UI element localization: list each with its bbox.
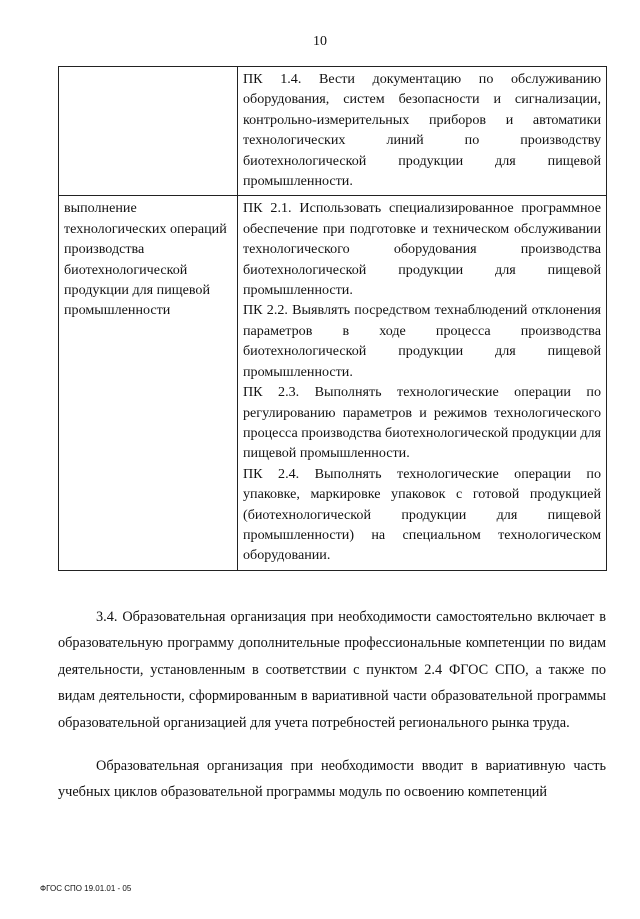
competence-item: ПК 2.2. Выявлять посредством технаблюдений отклонения параметров в ходе процесса производства биотехнологической продукции для пищевой промышленности. — [243, 302, 601, 380]
competences-table — [58, 66, 607, 571]
competence-item: ПК 2.3. Выполнять технологические операции по регулированию параметров и режимов технологического процесса производства биотехнологической продукции для пищевой промышленности. — [243, 384, 602, 462]
paragraph: 3.4. Образовательная организация при необходимости самостоятельно включает в образовательную программу дополнительные профессиональные компетенции по видам деятельности, установленным в соответствии с пунктом 2.4 ФГОС СПО, а также по видам деятельности, сформированным в вариативной части образовательной программы образовательной организацией для учета потребностей регионального рынка труда. — [58, 609, 606, 731]
paragraph: Образовательная организация при необходимости вводит в вариативную часть учебных циклов образовательной программы модуль по освоению компетенций — [58, 758, 606, 801]
competences-cell — [238, 196, 607, 570]
activity-cell: выполнение технологических операций производства биотехнологической продукции для пищевой промышленности — [59, 196, 238, 570]
table-row — [59, 196, 607, 570]
document-footer: ФГОС СПО 19.01.01 - 05 — [40, 884, 132, 893]
competence-item: ПК 2.4. Выполнять технологические операции по упаковке, маркировке упаковок с готовой продукцией (биотехнологической продукции для пищевой промышленности) на специальном технологическом оборудовании. — [243, 465, 601, 564]
competence-item: ПК 2.1. Использовать специализированное программное обеспечение при подготовке и техническом обслуживании технологического оборудования производства биотехнологической продукции для пищевой промышленности. — [243, 200, 601, 299]
competence-item: ПК 1.4. Вести документацию по обслуживанию оборудования, систем безопасности и сигнализации, контрольно-измерительных приборов и автоматики технологических линий по производству биотехнологической продукции для пищевой промышленности. — [243, 71, 601, 190]
competences-cell — [238, 67, 607, 196]
table-row — [59, 67, 607, 196]
activity-cell — [59, 67, 238, 196]
page-number: 10 — [313, 34, 327, 49]
body-text — [58, 604, 606, 823]
